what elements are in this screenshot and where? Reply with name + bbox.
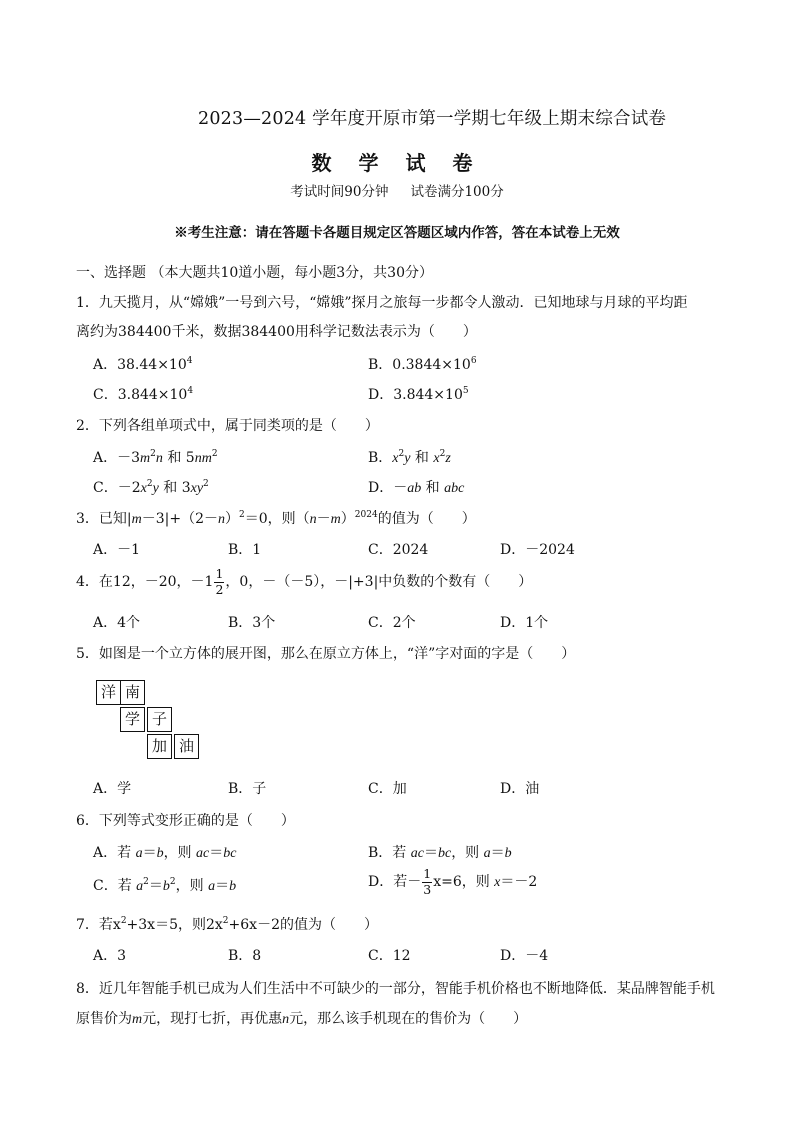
q7-option-d: D．－4 [500,948,549,964]
q4-option-a: A．4个 [93,615,141,631]
q4-option-d: D．1个 [500,615,549,631]
q6-option-b: B．若 ac＝bc，则 a＝b [368,845,512,861]
net-cell-jia: 加 [147,734,172,759]
cube-net-figure [96,680,204,760]
q7-option-a: A．3 [93,948,127,964]
q3-stem: 3．已知$|m-3|+(2-n)^2=0$，则$(n-m)^{2024}$的值为（ ） [76,510,476,527]
net-cell-yang: 洋 [96,680,121,705]
q4-option-b: B．3个 [228,615,276,631]
q3-option-c: C．2024 [368,542,429,558]
exam-notice: ※考生注意：请在答题卡各题目规定区答题区域内作答，答在本试卷上无效 [174,225,620,241]
q3-option-a: A．－1 [93,542,141,558]
q5-option-b: B．子 [228,781,267,797]
q1-option-a: A．$38.44\times 10^4$ [93,356,193,373]
q1-option-b: B．$0.3844\times 10^6$ [368,356,477,373]
q7-option-b: B．8 [228,948,262,964]
q1-line2: 离约为384400千米，数据384400用科学记数法表示为（ ） [76,324,477,340]
q1-option-d: D．$3.844\times 10^5$ [368,386,469,403]
q2-option-c: C．$-2x^2y$ 和 $3xy^2$ [93,479,209,496]
net-cell-you: 油 [174,734,199,759]
q5-stem: 5．如图是一个立方体的展开图，那么在原立方体上，“洋”字对面的字是（ ） [76,646,576,662]
exam-time: 考试时间90分钟 [290,184,389,200]
q4-stem: 4．在12，－20，－1 $\frac{1}{2}$ ，0，－（－5），－|+3|中负数的个数有（ ） [76,566,533,597]
exam-title: 2023—2024 学年度开原市第一学期七年级上期末综合试卷 [198,109,667,129]
q6-option-c: C．若 $a^2=b^2$，则 a＝b [93,877,237,894]
q2-option-a: A．$-3m^2n$ 和 $5nm^2$ [93,449,218,466]
q3-option-d: D．－2024 [500,542,575,558]
q5-option-a: A．学 [93,781,132,797]
exam-info [0,180,794,200]
net-cell-xue: 学 [120,707,145,732]
q8-line1: 8．近几年智能手机已成为人们生活中不可缺少的一部分，智能手机价格也不断地降低．某品牌智能手机 [76,981,715,997]
q2-option-d: D．－ab 和 abc [368,480,465,496]
exam-score: 试卷满分100分 [410,184,504,200]
q5-option-d: D．油 [500,781,540,797]
q7-stem: 7．若$x^2+3x=5$，则$2x^2+6x-2$的值为（ ） [76,916,378,933]
q3-option-b: B．1 [228,542,262,558]
q6-option-a: A．若 a＝b，则 ac＝bc [93,845,237,861]
q1-option-c: C．$3.844\times 10^4$ [93,386,194,403]
section-heading: 一、选择题 （本大题共10道小题，每小题3分，共30分） [76,265,433,281]
q2-stem: 2．下列各组单项式中，属于同类项的是（ ） [76,418,379,434]
q6-stem: 6．下列等式变形正确的是（ ） [76,813,295,829]
q8-line2: 原售价为m元，现打七折，再优惠n元，那么该手机现在的售价为（ ） [76,1011,528,1027]
q4-option-c: C．2个 [368,615,416,631]
q1-line1: 1．九天揽月，从“嫦娥”一号到六号，“嫦娥”探月之旅每一步都令人激动．已知地球与月球的平均距 [76,295,688,311]
net-cell-zi: 子 [147,707,172,732]
net-cell-nan: 南 [120,680,145,705]
q2-option-b: B．$x^2y$ 和 $x^2z$ [368,449,451,466]
q4-fraction: $\frac{1}{2}$ [215,566,224,597]
q5-option-c: C．加 [368,781,407,797]
subject-title: 数 学 试 卷 [311,151,483,175]
q7-option-c: C．12 [368,948,411,964]
q6-option-d: D．若－ $\frac{1}{3}$ x=6，则 x＝－2 [368,866,538,897]
